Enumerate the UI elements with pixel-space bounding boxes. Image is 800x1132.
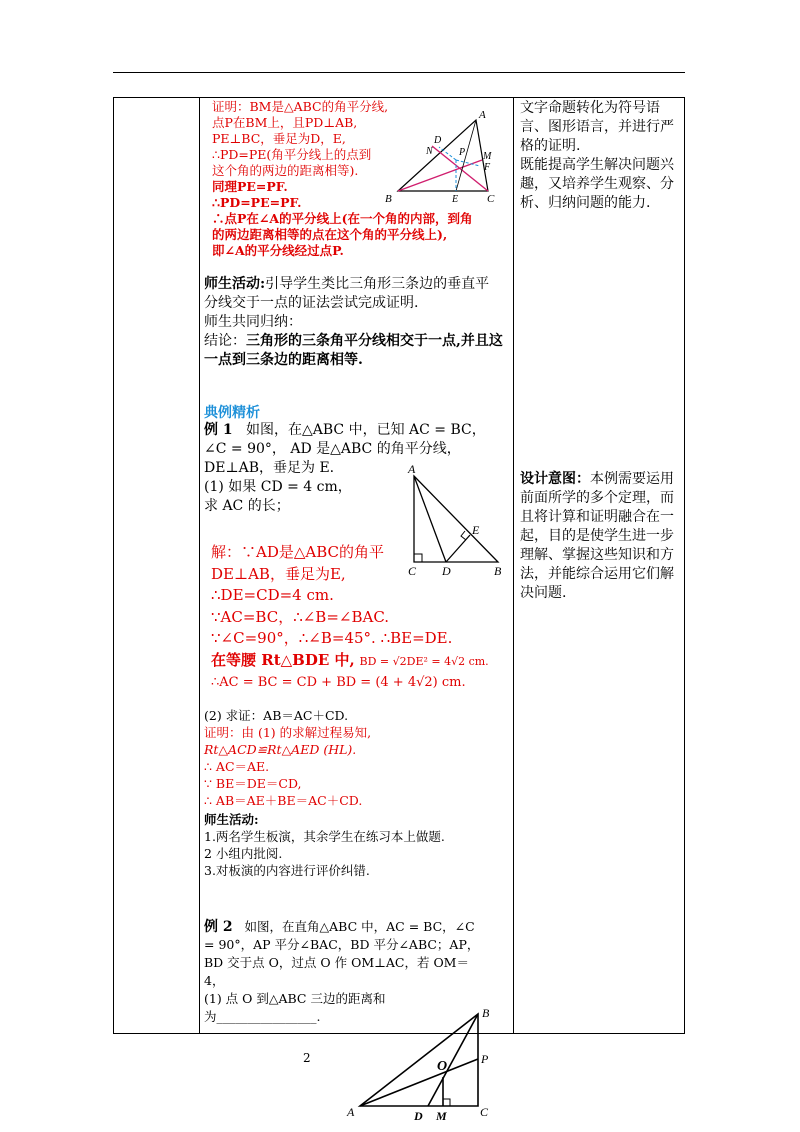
solution-formula: BD = √2DE² = 4√2 cm. [359,654,489,668]
note-line: 格的证明. [520,138,581,154]
label-E: E [472,523,480,537]
label-A: A [347,1105,355,1119]
example-text: DE⊥AB，垂足为 E. [204,460,335,476]
example-label: 例 1 [204,422,233,438]
question-text: (2) 求证：AB＝AC＋CD. [204,708,349,723]
proof-line: ∵ BE＝DE＝CD, [204,776,302,791]
page-number: 2 [303,1051,311,1065]
label-F: F [484,162,491,173]
proof-line: ∴PD=PE=PF. [212,195,302,210]
proof-line: 证明：BM是△ABC的角平分线, [212,99,389,114]
conclusion-text: 一点到三条边的距离相等. [204,352,363,368]
note-line: 趣，又培养学生观察、分 [520,176,674,192]
activity-heading: 师生活动: [204,276,266,292]
note-line: 前面所学的多个定理，而 [520,490,674,506]
solution-line: ∴AC = BC = CD + BD = (4 + 4√2) cm. [211,675,466,690]
design-intent-1 [520,99,682,213]
figure-triangle-bisectors [380,108,510,208]
proof-line: 的两边距离相等的点在这个角的平分线上), [212,227,448,242]
solution-line: DE⊥AB，垂足为E, [211,564,346,583]
activity-text: 分线交于一点的证法尝试完成证明. [204,295,419,311]
example-text: ∠C = 90°， AD 是△ABC 的角平分线， [204,441,461,457]
design-intent-2 [520,470,682,603]
solution-line: 在等腰 Rt△BDE 中, [211,650,355,669]
example-question: (1) 如果 CD = 4 cm， [204,479,352,495]
label-C: C [480,1105,489,1119]
proof-line: PE⊥BC，垂足为D，E, [212,131,346,146]
label-C: C [487,193,495,205]
note-line: 法，并能综合运用它们解 [520,566,674,582]
label-E: E [452,194,459,205]
label-D: D [442,564,451,578]
label-N: N [426,146,433,157]
label-B: B [482,1006,490,1020]
example-text: 如图，在直角△ABC 中，AC = BC，∠C [244,919,475,934]
section-title: 典例精析 [204,405,260,421]
label-D: D [414,1109,423,1123]
note-line: 起，目的是使学生进一步 [520,528,674,544]
conclusion-label: 结论： [204,333,246,349]
label-B: B [494,564,502,578]
activity-heading: 师生活动: [204,812,259,827]
solution-1 [211,542,511,694]
example-text: BD 交于点 O，过点 O 作 OM⊥AC，若 OM＝ [204,955,469,970]
activity-text: 师生共同归纳： [204,314,302,330]
example-1-part-2 [204,707,509,879]
example-label: 例 2 [204,919,233,935]
column-divider-2 [513,98,514,1033]
answer-blank: 为________________. [204,1009,321,1024]
note-line: 言、图形语言，并进行严 [520,119,674,135]
note-line: 本例需要运用 [590,471,674,487]
label-M: M [436,1109,447,1123]
note-line: 理解、掌握这些知识和方 [520,547,674,563]
note-line: 文字命题转化为符号语 [520,100,660,116]
proof-line: 同理PE=PF. [212,179,288,194]
label-P: P [459,147,466,158]
label-A: A [479,109,486,121]
note-line: 既能提高学生解决问题兴 [520,157,674,173]
activity-item: 2 小组内批阅. [204,846,283,861]
label-M: M [483,151,492,162]
proof-line: 点P在BM上，且PD⊥AB, [212,115,358,130]
proof-line: ∴ AC＝AE. [204,759,270,774]
example-text: 如图，在△ABC 中，已知 AC = BC， [245,422,486,438]
note-line: 且将计算和证明融合在一 [520,509,674,525]
header-rule [113,72,685,73]
activity-1 [204,275,509,370]
note-line: 析、归纳问题的能力. [520,195,651,211]
label-P: P [481,1052,489,1066]
activity-item: 3.对板演的内容进行评价纠错. [204,863,370,878]
proof-line: 即∠A的平分线经过点P. [212,243,344,258]
proof-line: ∴PD=PE(角平分线上的点到 [212,147,372,162]
conclusion-text: 三角形的三条角平分线相交于一点,并且这 [246,333,503,349]
figure-right-triangle-2 [340,1004,510,1129]
activity-item: 1.两名学生板演，其余学生在练习本上做题. [204,829,445,844]
activity-text: 引导学生类比三角形三条边的垂直平 [265,276,490,292]
label-D: D [434,135,442,146]
example-question: 求 AC 的长； [204,498,290,514]
proof-line: 证明：由 (1) 的求解过程易知, [204,725,372,740]
proof-line: ∴ AB＝AE＋BE＝AC＋CD. [204,793,363,808]
label-B: B [385,193,392,205]
example-text: 4， [204,973,225,988]
design-intent-heading: 设计意图： [520,471,590,487]
solution-line: ∴DE=CD=4 cm. [211,586,334,604]
label-A: A [408,462,416,476]
proof-line: 这个角的两边的距离相等). [212,163,359,178]
label-O: O [437,1059,448,1074]
label-C: C [408,564,417,578]
column-divider-1 [199,98,200,1033]
solution-line: 解：∵AD是△ABC的角平 [211,543,385,561]
proof-line: Rt△ACD≌Rt△AED (HL). [204,742,357,757]
note-line: 决问题. [520,585,567,601]
example-question: (1) 点 O 到△ABC 三边的距离和 [204,991,386,1006]
proof-line: ∴点P在∠A的平分线上(在一个角的内部，到角 [212,211,473,226]
example-text: = 90°，AP 平分∠BAC，BD 平分∠ABC；AP， [204,937,480,952]
solution-line: ∵∠C=90°，∴∠B=45°. ∴BE=DE. [211,629,453,647]
solution-line: ∵AC=BC，∴∠B=∠BAC. [211,607,390,626]
